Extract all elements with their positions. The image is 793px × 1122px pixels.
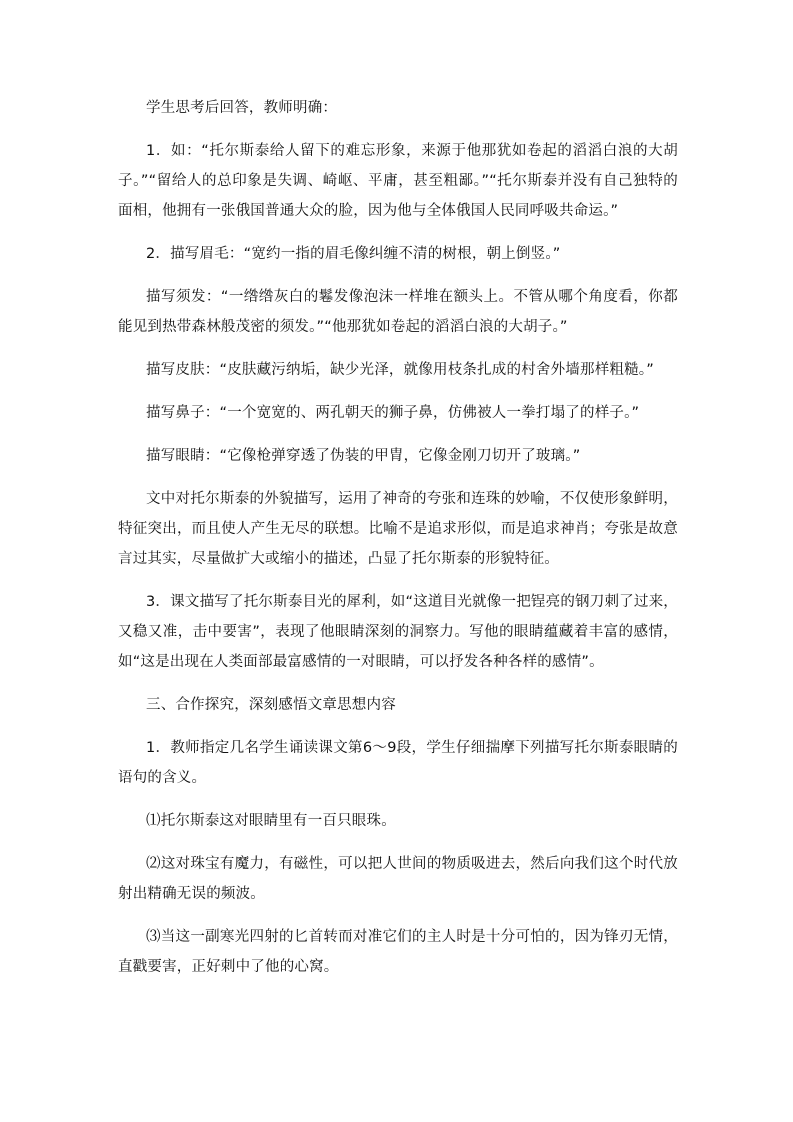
paragraph-teacher-clarifies: 学生思考后回答，教师明确：	[146, 100, 338, 116]
section-heading-3: 三、合作探究，深刻感悟文章思想内容	[146, 697, 396, 713]
paragraph-eyebrows: 2．描写眉毛：“宽约一指的眉毛像纠缠不清的树根，朝上倒竖。”	[146, 246, 561, 262]
paragraph-hair: 描写须发：“一绺绺灰白的鬈发像泡沫一样堆在额头上。不管从哪个角度看，你都能见到热带森林般茂密的须发。”“他那犹如卷起的滔滔白浪的大胡子。”	[118, 289, 678, 335]
list-item-2: ⑵这对珠宝有魔力，有磁性，可以把人世间的物质吸进去，然后向我们这个时代放射出精确无误的频波。	[118, 856, 678, 902]
paragraph-appearance-analysis: 文中对托尔斯泰的外貌描写，运用了神奇的夸张和连珠的妙喻，不仅使形象鲜明，特征突出，而且使人产生无尽的联想。比喻不是追求形似，而是追求神肖；夸张是故意言过其实，尽量做扩大或缩小的描述，凸显了托尔斯泰的形貌特征。	[118, 491, 678, 567]
paragraph-skin: 描写皮肤：“皮肤藏污纳垢，缺少光泽，就像用枝条扎成的村舍外墙那样粗糙。”	[146, 362, 654, 378]
paragraph-eyes: 描写眼睛：“它像枪弹穿透了伪装的甲胄，它像金刚刀切开了玻璃。”	[146, 448, 581, 464]
paragraph-reading-task: 1．教师指定几名学生诵读课文第6～9段，学生仔细揣摩下列描写托尔斯泰眼睛的语句的含义。	[118, 740, 678, 786]
list-item-3: ⑶当这一副寒光四射的匕首转而对准它们的主人时是十分可怕的，因为锋刃无情，直戳要害，正好刺中了他的心窝。	[118, 929, 678, 975]
paragraph-nose: 描写鼻子：“一个宽宽的、两孔朝天的狮子鼻，仿佛被人一拳打塌了的样子。”	[146, 405, 640, 421]
document-body	[118, 93, 678, 995]
list-item-1: ⑴托尔斯泰这对眼睛里有一百只眼珠。	[146, 813, 396, 829]
paragraph-point-1-beard: 1．如：“托尔斯泰给人留下的难忘形象，来源于他那犹如卷起的滔滔白浪的大胡子。”“留给人的总印象是失调、崎岖、平庸，甚至粗鄙。”“托尔斯泰并没有自己独特的面相，他拥有一张俄国普通大众的脸，因为他与全体俄国人民同呼吸共命运。”	[118, 143, 678, 219]
paragraph-point-3-gaze: 3．课文描写了托尔斯泰目光的犀利，如“这道目光就像一把锃亮的钢刀刺了过来，又稳又准，击中要害”，表现了他眼睛深刻的洞察力。写他的眼睛蕴藏着丰富的感情，如“这是出现在人类面部最富感情的一对眼睛，可以抒发各种各样的感情”。	[118, 594, 678, 670]
